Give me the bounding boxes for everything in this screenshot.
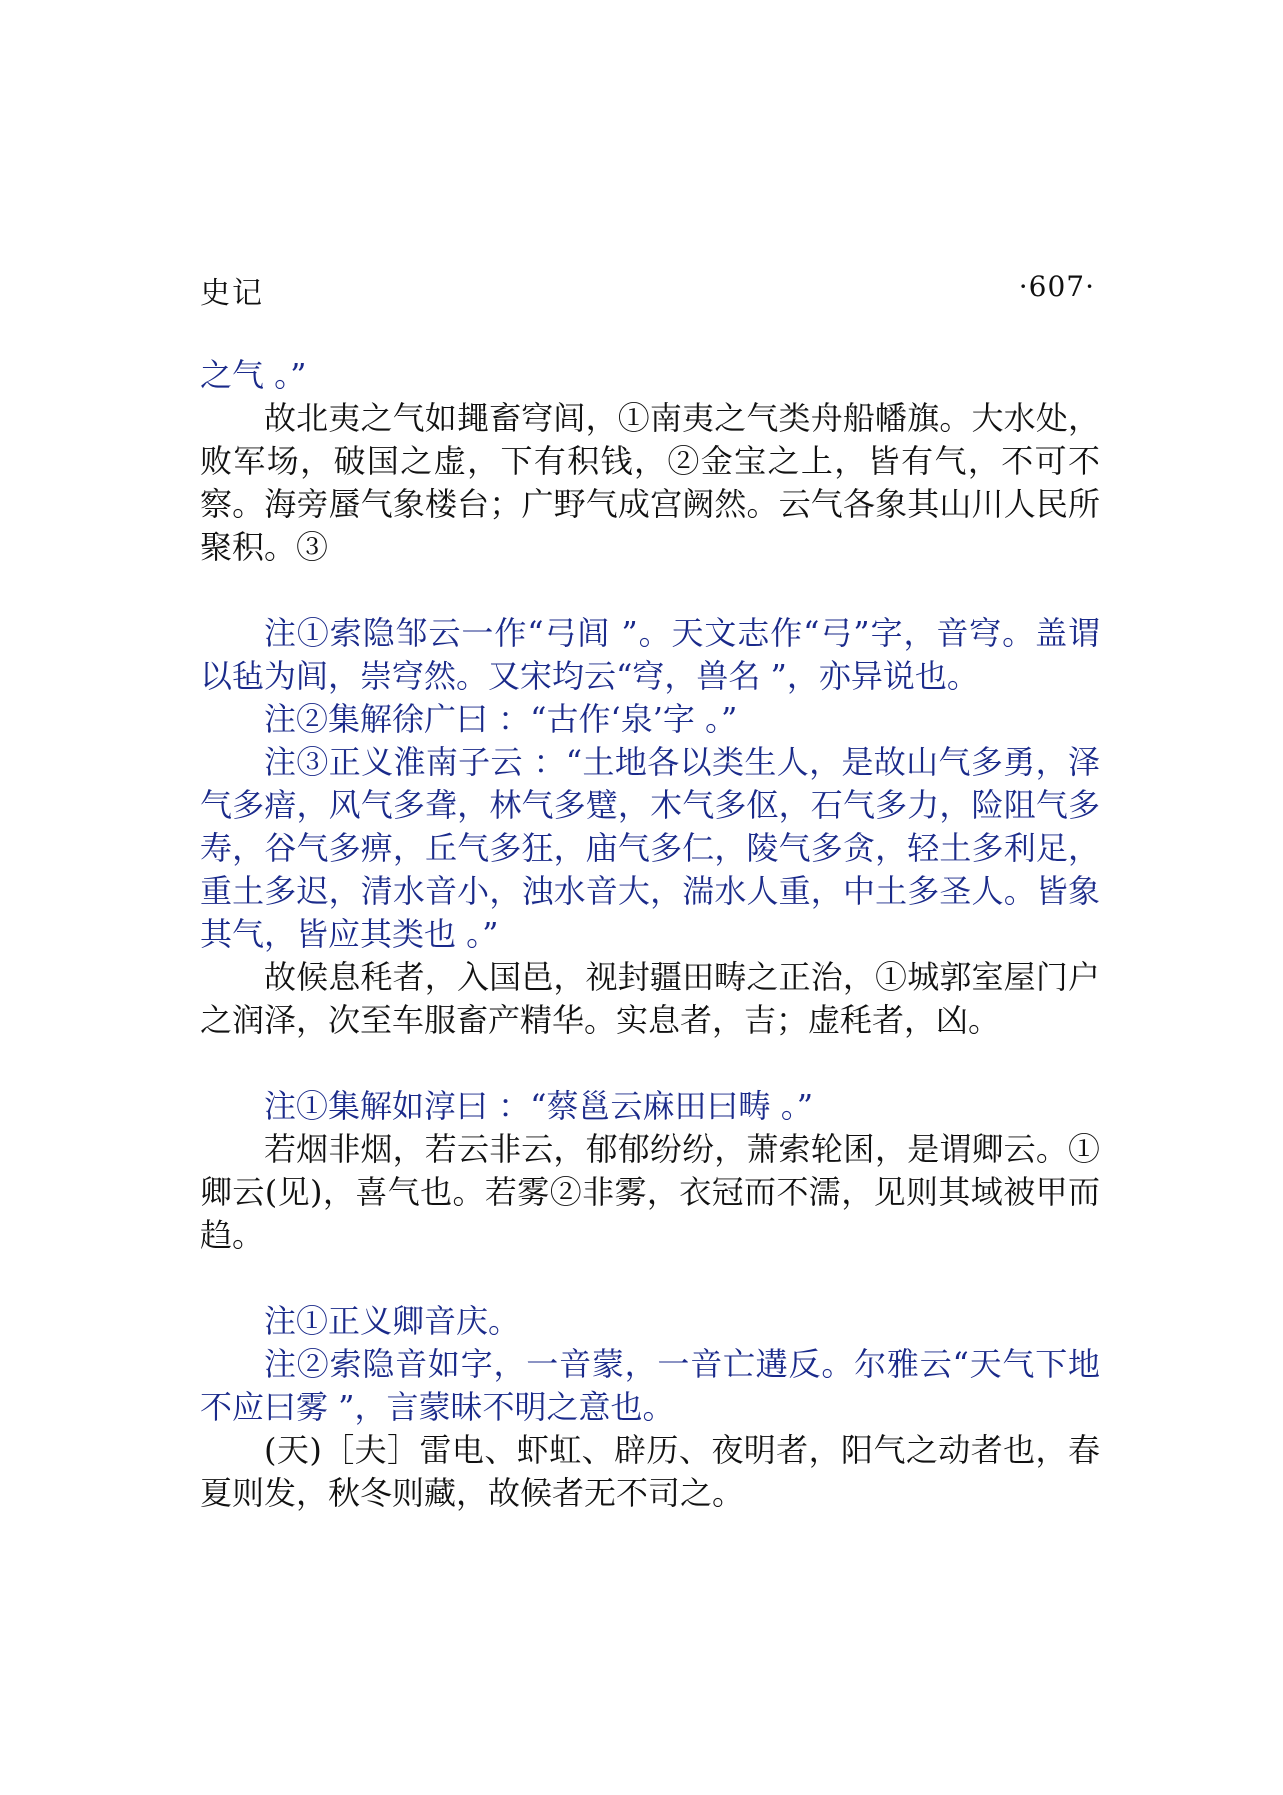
paragraph-gap xyxy=(200,1257,1100,1300)
body-paragraph: 故北夷之气如䵷畜穹闾，①南夷之气类舟船幡旗。大水处，败军场，破国之虚，下有积钱，②金宝之上，皆有气，不可不察。海旁蜃气象楼台；广野气成宫阙然。云气各象其山川人民所聚积。③ xyxy=(200,399,1100,566)
annotation-paragraph: 之气 。” xyxy=(200,356,307,394)
book-title: 史记 xyxy=(200,276,264,311)
paragraph-gap xyxy=(200,1042,1100,1085)
paragraph-gap xyxy=(200,569,1100,612)
body-paragraph: 若烟非烟，若云非云，郁郁纷纷，萧索轮囷，是谓卿云。①卿云(见)，喜气也。若雾②非雾，衣冠而不濡，见则其域被甲而趋。 xyxy=(200,1130,1100,1254)
annotation-paragraph: 注①集解如淳曰 ：“蔡邕云麻田曰畴 。” xyxy=(264,1087,814,1125)
annotation-paragraph: 注②集解徐广曰 ：“古作‘泉’字 。” xyxy=(264,700,738,738)
page-number: ·607· xyxy=(1018,270,1095,303)
annotation-paragraph: 注②索隐音如字，一音蒙，一音亡遘反。尔雅云“天气下地不应曰雾 ”，言蒙昧不明之意也。 xyxy=(200,1345,1100,1426)
annotation-paragraph: 注③正义淮南子云 ：“土地各以类生人，是故山气多勇，泽气多瘖，风气多聋，林气多躄，木气多伛，石气多力，险阻气多寿，谷气多痹，丘气多狂，庙气多仁，陵气多贪，轻土多利足，重土多迟，清水音小，浊水音大，湍水人重，中土多圣人。皆象其气，皆应其类也 。” xyxy=(200,743,1100,953)
annotation-paragraph: 注①正义卿音庆。 xyxy=(264,1302,521,1340)
body-paragraph: (天)［夫］雷电、虾虹、辟历、夜明者，阳气之动者也，春夏则发，秋冬则藏，故候者无不司之。 xyxy=(200,1431,1100,1512)
annotation-paragraph: 注①索隐邹云一作“弓闾 ”。天文志作“弓”字，音穹。盖谓以毡为闾，崇穹然。又宋均云“穹，兽名 ”，亦异说也。 xyxy=(200,614,1100,695)
page-body xyxy=(200,354,1100,1515)
body-paragraph: 故候息秏者，入国邑，视封疆田畴之正治，①城郭室屋门户之润泽，次至车服畜产精华。实息者，吉；虚秏者，凶。 xyxy=(200,958,1100,1039)
